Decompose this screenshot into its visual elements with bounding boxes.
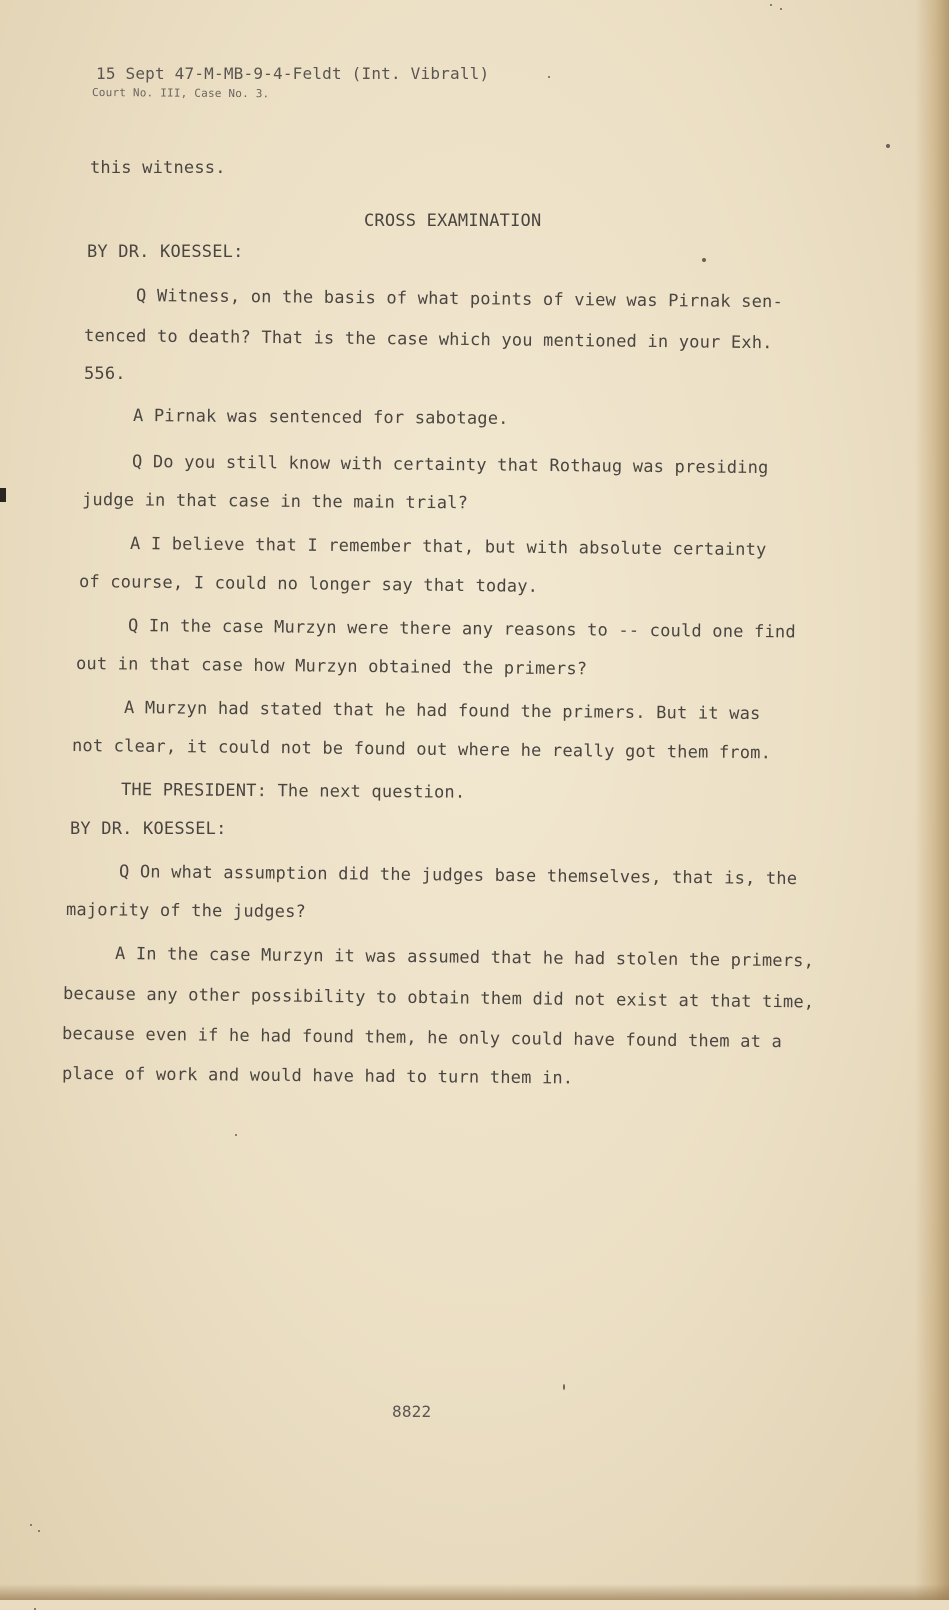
answer-line: A In the case Murzyn it was assumed that he had stolen the primers, [114,944,815,972]
answer-line: not clear, it could not be found out where he really got them from. [71,736,772,764]
header-reference: 15 Sept 47-M-MB-9-4-Feldt (Int. Vibrall) [96,64,490,83]
speck [780,8,782,10]
speck [235,1134,237,1136]
answer-line: because even if he had found them, he only could have found them at a [61,1024,783,1053]
question-line: judge in that case in the main trial? [81,490,469,514]
president-line: THE PRESIDENT: The next question. [120,780,466,803]
speck [886,144,890,148]
speck [30,1524,32,1526]
section-heading: CROSS EXAMINATION [364,211,542,231]
question-line: out in that case how Murzyn obtained the primers? [75,654,588,680]
binding-hole [0,488,6,502]
answer-line: because any other possibility to obtain them did not exist at that time, [62,984,815,1013]
question-line: tenced to death? That is the case which you mentioned in your Exh. [83,326,773,354]
speck [548,76,550,78]
paper-edge-bottom [0,1584,949,1600]
question-line: Q On what assumption did the judges base themselves, that is, the [118,862,798,890]
answer-line: A Murzyn had stated that he had found the primers. But it was [123,698,761,725]
examiner-label: BY DR. KOESSEL: [87,242,244,262]
speck [38,1530,40,1532]
question-line: Q In the case Murzyn were there any reasons to -- could one find [127,616,796,643]
question-line: 556. [84,364,126,384]
speck [770,4,772,6]
text-line: this witness. [90,158,226,178]
answer-line: place of work and would have had to turn them in. [61,1064,574,1089]
question-line: majority of the judges? [65,900,307,923]
answer-line: A Pirnak was sentenced for sabotage. [132,406,509,429]
page-number: 8822 [392,1402,432,1421]
paper-edge-right [915,0,949,1600]
answer-line: of course, I could no longer say that today. [78,572,539,597]
speck [702,258,706,262]
speck [563,1384,565,1390]
question-line: Q Witness, on the basis of what points of view was Pirnak sen- [135,286,784,313]
examiner-label: BY DR. KOESSEL: [70,819,227,839]
question-line: Q Do you still know with certainty that Rothaug was presiding [131,452,769,479]
answer-line: A I believe that I remember that, but with absolute certainty [129,534,767,561]
header-court-case: Court No. III, Case No. 3. [91,86,270,101]
